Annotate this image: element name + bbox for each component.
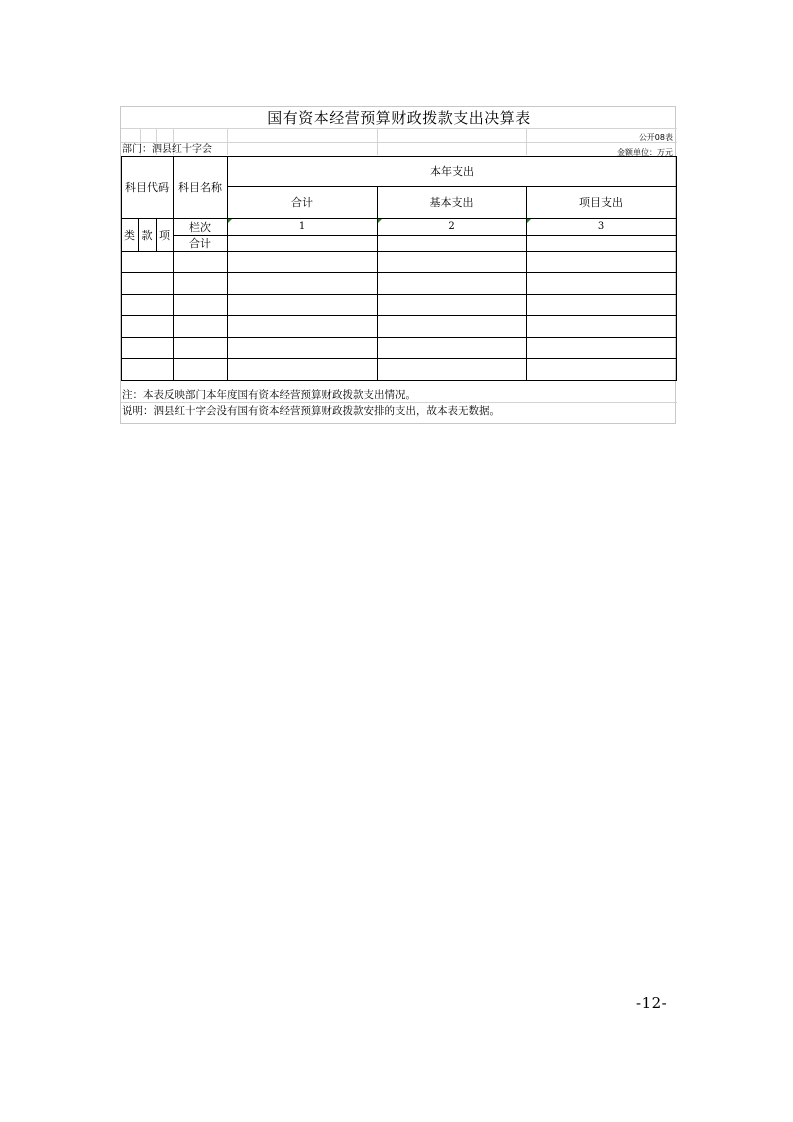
- table-border: [121, 315, 677, 316]
- gridline: [227, 128, 228, 155]
- column-number-1: 1: [298, 221, 306, 232]
- table-border: [121, 358, 677, 359]
- budget-table-sheet: [120, 106, 676, 424]
- header-basic-expense: 基本支出: [429, 196, 474, 209]
- table-border: [676, 156, 677, 380]
- column-number-3: 3: [597, 221, 605, 232]
- table-border: [121, 337, 677, 338]
- table-explanation: 说明：泗县红十字会没有国有资本经营预算财政拨款安排的支出，故本表无数据。: [122, 405, 500, 417]
- unit-label: 金额单位：万元: [617, 148, 673, 157]
- sum-row-label: 合计: [189, 237, 211, 250]
- header-category: 类: [124, 228, 135, 242]
- page-number: -12-: [636, 994, 668, 1012]
- gridline: [526, 128, 527, 155]
- column-index-label: 栏次: [189, 220, 211, 234]
- cell-comment-marker: [228, 219, 232, 223]
- table-border: [121, 272, 677, 273]
- table-border: [121, 380, 677, 381]
- header-subject-code: 科目代码: [125, 181, 169, 194]
- header-item: 项: [159, 228, 170, 242]
- header-section: 款: [141, 228, 153, 242]
- cell-comment-marker: [378, 219, 382, 223]
- form-code: 公开08表: [638, 133, 673, 142]
- cell-comment-marker: [527, 219, 531, 223]
- header-subject-name: 科目名称: [178, 181, 222, 194]
- header-total: 合计: [291, 196, 313, 209]
- gridline: [377, 128, 378, 155]
- table-border: [121, 251, 677, 252]
- table-title: 国有资本经营预算财政拨款支出决算表: [267, 109, 531, 127]
- table-border: [121, 294, 677, 295]
- header-project-expense: 项目支出: [579, 196, 623, 209]
- department-label: 部门：泗县红十字会: [122, 144, 212, 155]
- column-number-2: 2: [448, 221, 455, 232]
- header-current-year-expense: 本年支出: [430, 165, 474, 178]
- table-note: 注：本表反映部门本年度国有资本经营预算财政拨款支出情况。: [122, 389, 416, 401]
- table-border: [173, 235, 677, 236]
